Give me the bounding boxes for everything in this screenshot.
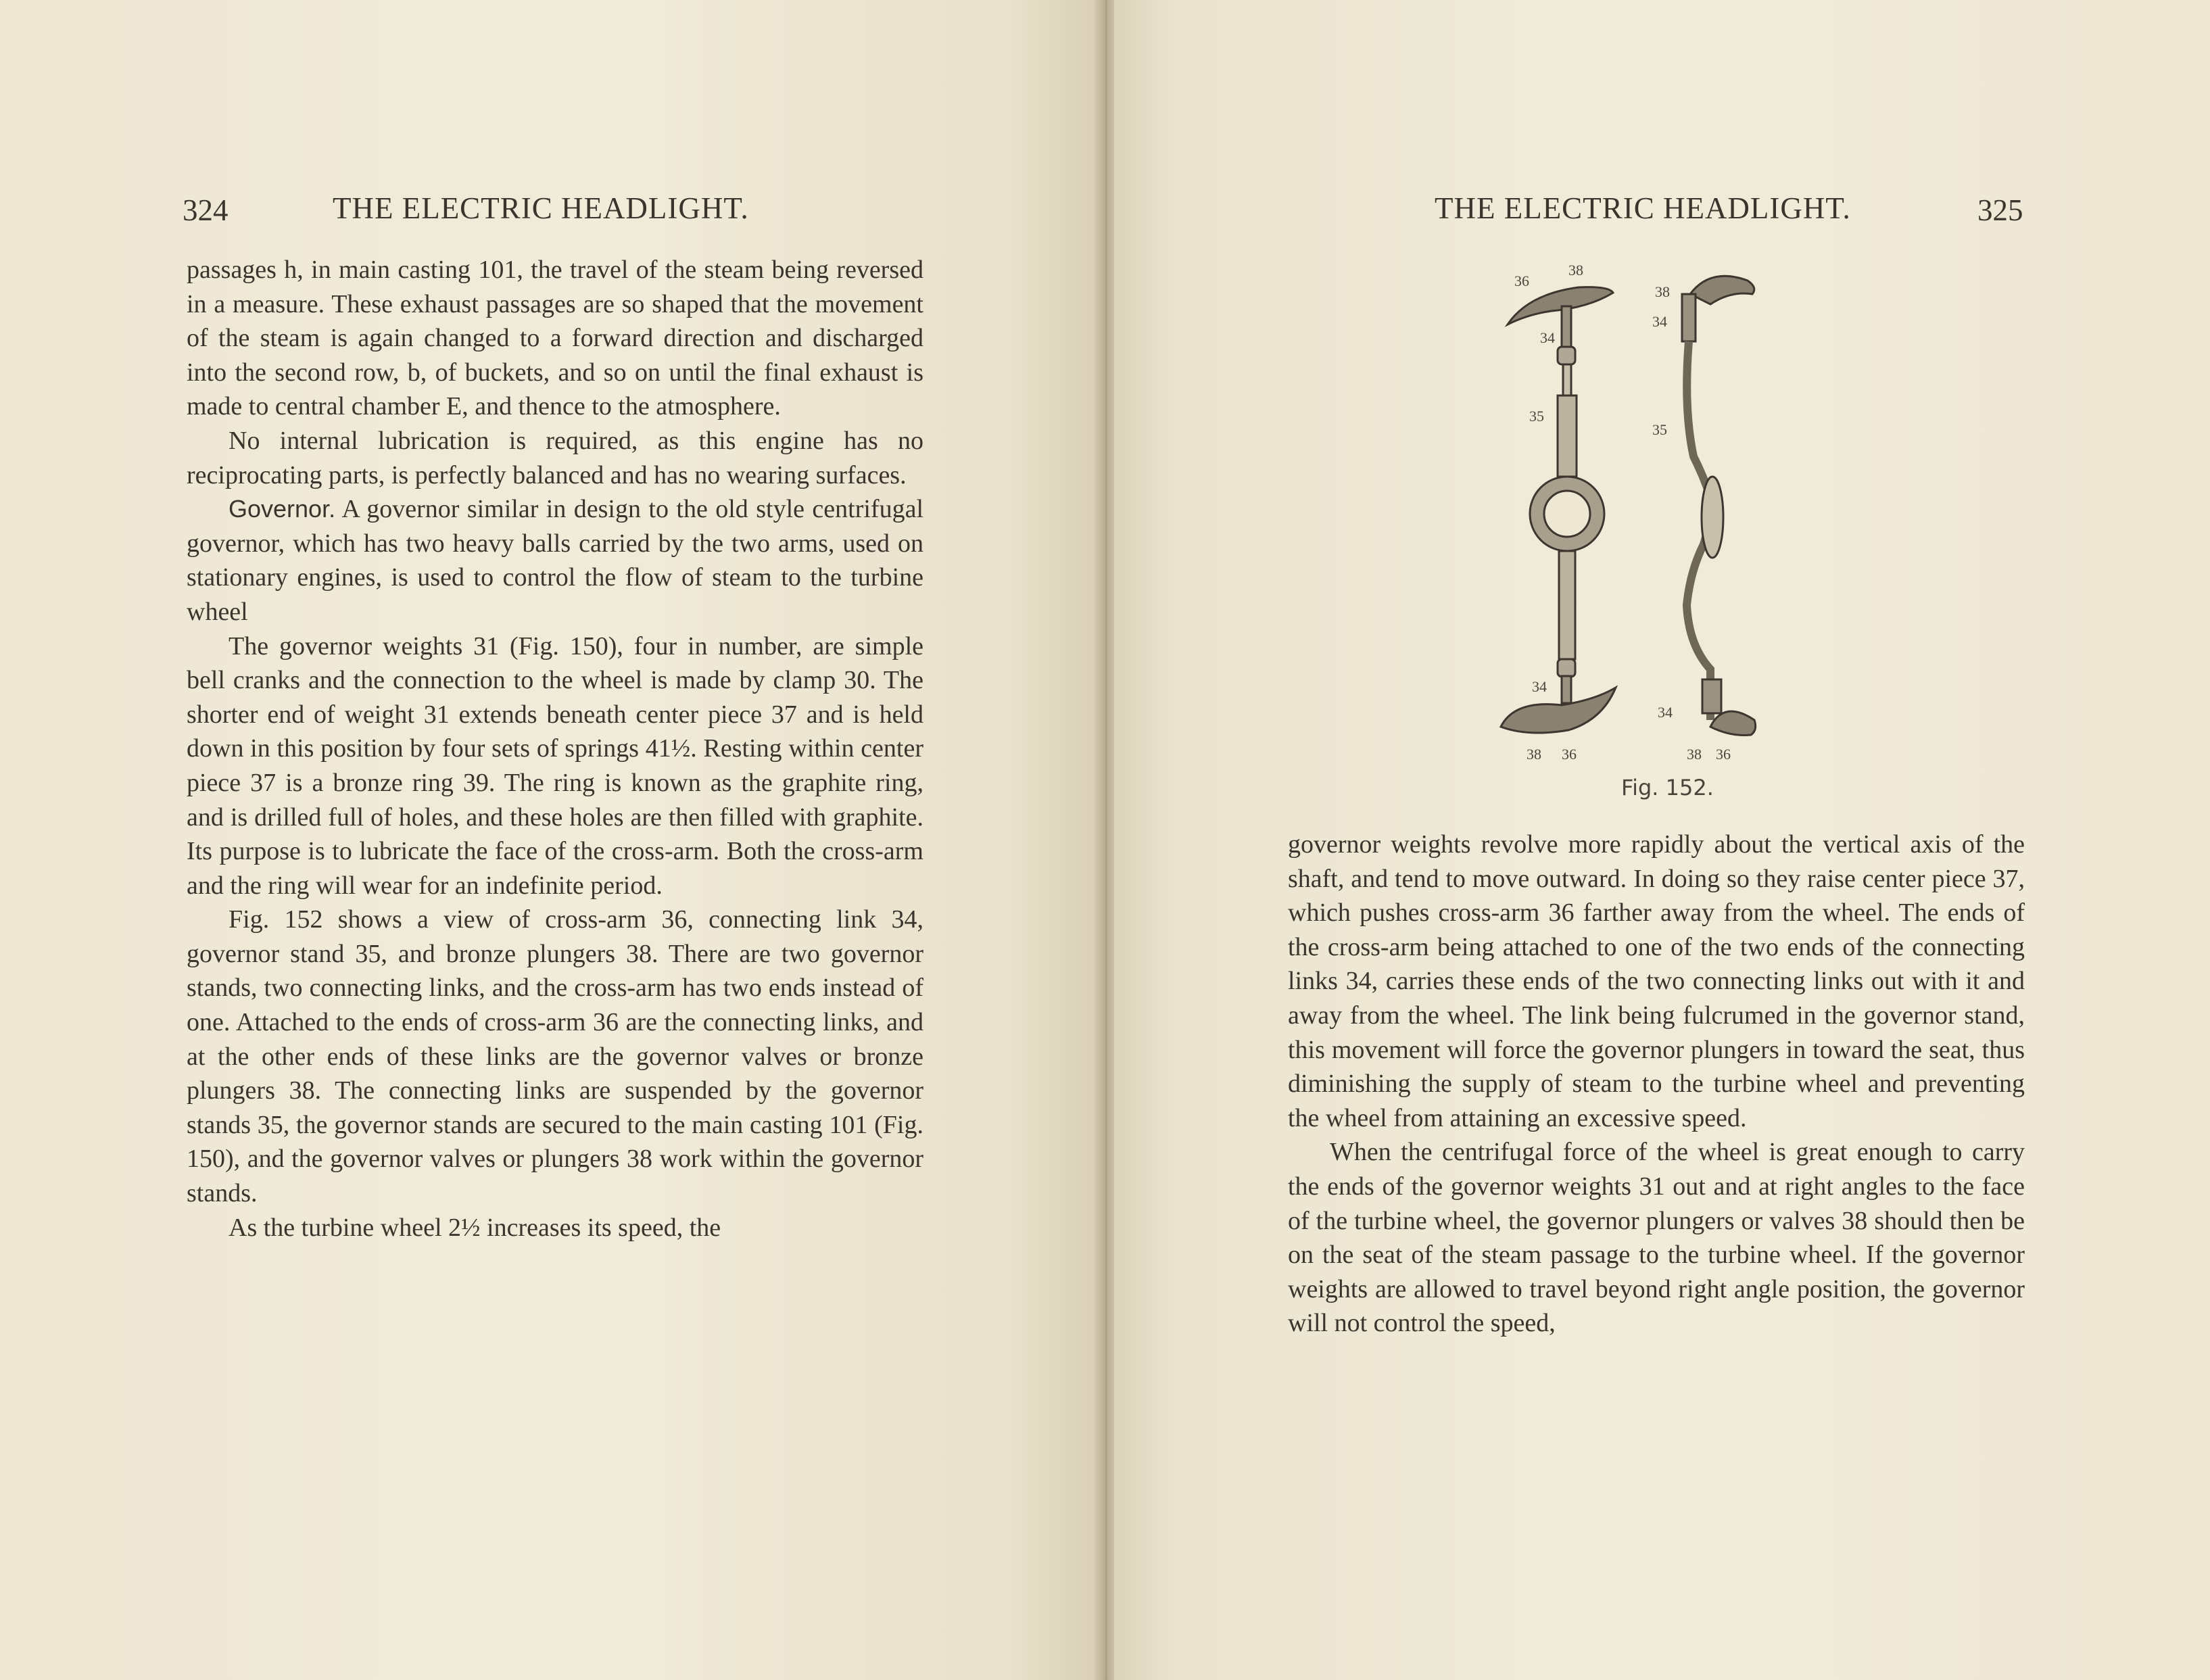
running-head-right: THE ELECTRIC HEADLIGHT. [1435, 191, 1851, 225]
left-page-body [187, 253, 923, 1245]
label-left-top-b: 38 [1568, 262, 1583, 279]
right-page-body [1288, 827, 2025, 1341]
left-page [0, 0, 1098, 1680]
label-right-bottom-b: 36 [1716, 746, 1731, 763]
paragraph: No internal lubrication is required, as this engine has no reciprocating parts, is perfectly balanced and has no wearing surfaces. [187, 426, 923, 489]
label-left-bottom-a: 38 [1527, 746, 1541, 763]
paragraph: Fig. 152 shows a view of cross-arm 36, connecting link 34, governor stand 35, and bronze plungers 38. There are two governor stands, two connecting links, and the cross-arm has two ends instead of one. Attached to the ends of cross-arm 36 are the connecting links, and at the other ends of these links are the governor valves or bronze plungers 38. The connecting links are suspended by the governor stands 35, the governor stands are secured to the main casting 101 (Fig. 150), and the governor valves or plungers 38 work within the governor stands. [187, 905, 923, 1208]
paragraph: As the turbine wheel 2½ increases its speed, the [229, 1213, 721, 1242]
label-right-bottom-link: 34 [1658, 704, 1673, 721]
label-left-bottom-b: 36 [1562, 746, 1577, 763]
label-left-top-a: 36 [1514, 272, 1529, 289]
section-heading-governor: Governor. [229, 495, 336, 523]
label-left-link: 34 [1540, 329, 1555, 346]
paragraph-text: A governor similar in design to the old style centrifugal governor, which has two heavy balls carried by the two arms, used on stationary engines, is used to control the flow of steam to the turbine wheel [187, 495, 924, 626]
page-number-left: 324 [183, 193, 229, 227]
running-head-left: THE ELECTRIC HEADLIGHT. [333, 191, 749, 225]
figure-152-illustration [1487, 254, 1812, 774]
governor-parts-drawing [1487, 254, 1812, 774]
page-number-right: 325 [1977, 193, 2023, 227]
label-left-bottom-link: 34 [1532, 678, 1547, 695]
paragraph: passages h, in main casting 101, the travel of the steam being reversed in a measure. These exhaust passages are so shaped that the movement of the steam is again changed to a forward direction and discharged into the second row, b, of buckets, and so on until the final exhaust is made to central chamber E, and thence to the atmosphere. [187, 256, 923, 421]
paragraph: When the centrifugal force of the wheel is great enough to carry the ends of the governor weights 31 out and at right angles to the face of the turbine wheel, the governor plungers or valves 38 should then be on the seat of the steam passage to the turbine wheel. If the governor weights are allowed to travel beyond right angle position, the governor will not control the speed, [1288, 1138, 2025, 1338]
label-right-top-b: 34 [1652, 313, 1667, 330]
paragraph-governor [187, 492, 923, 629]
label-right-bottom-a: 38 [1687, 746, 1702, 763]
label-left-mid: 35 [1529, 408, 1544, 425]
paragraph: governor weights revolve more rapidly about the vertical axis of the shaft, and tend to move outward. In doing so they raise center piece 37, which pushes cross-arm 36 farther away from the wheel. The ends of the cross-arm being attached to one of the two ends of the connecting links 34, carries these ends of the two connecting links out with it and away from the wheel. The link being fulcrumed in the governor stand, this movement will force the governor plungers in toward the seat, thus diminishing the supply of steam to the turbine wheel and preventing the wheel from attaining an excessive speed. [1288, 830, 2025, 1132]
figure-caption: Fig. 152. [1621, 775, 1714, 800]
label-right-mid-text: 35 [1652, 421, 1667, 438]
paragraph: The governor weights 31 (Fig. 150), four in number, are simple bell cranks and the connection to the wheel is made by clamp 30. The shorter end of weight 31 extends beneath center piece 37 and is held down in this position by four sets of springs 41½. Resting within center piece 37 is a bronze ring 39. The ring is known as the graphite ring, and is drilled full of holes, and these holes are then filled with graphite. Its purpose is to lubricate the face of the cross-arm. Both the cross-arm and the ring will wear for an indefinite period. [187, 631, 923, 900]
label-right-top-a: 38 [1655, 283, 1670, 300]
